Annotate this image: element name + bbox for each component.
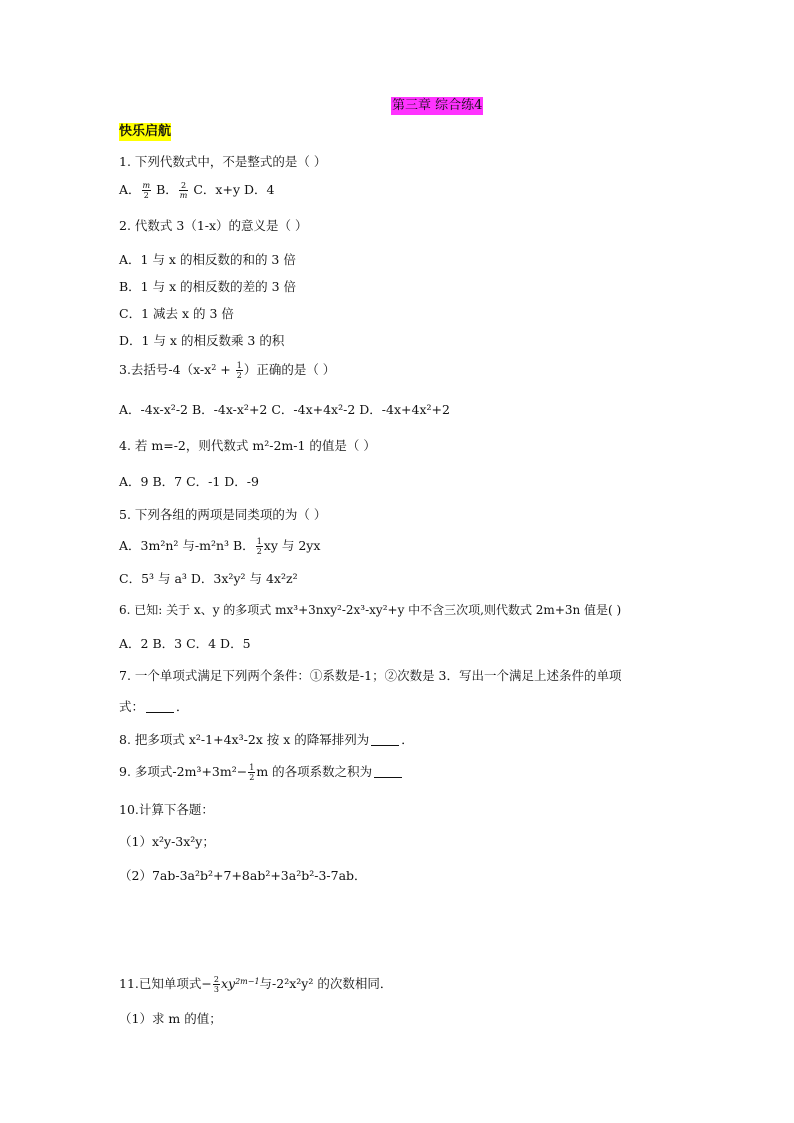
question-3-stem: 3.去括号$-4(x-x^2$ + $\frac{1}{2}$ ）正确的是（ ）: [119, 361, 336, 380]
answer-blank[interactable]: [374, 777, 402, 778]
question-2-option-d: D．1 与 x 的相反数乘 3 的积: [119, 333, 285, 348]
page-title: 第三章 综合练4: [392, 98, 483, 113]
section-heading: 快乐启航: [119, 124, 172, 139]
question-4-stem: 4. 若 m=-2，则代数式 m²-2m-1 的值是（ ）: [119, 438, 376, 453]
question-10-stem: 10.计算下各题：: [119, 802, 214, 817]
answer-blank[interactable]: [371, 745, 399, 746]
answer-blank[interactable]: [146, 712, 174, 713]
question-6-options: A．2 B．3 C．4 D．5: [119, 636, 251, 651]
question-2-option-b: B．1 与 x 的相反数的差的 3 倍: [119, 279, 297, 294]
question-10-part-2: （2）7ab-3a²b²+7+8ab²+3a²b²-3-7ab．: [119, 868, 367, 883]
question-5-stem: 5. 下列各组的两项是同类项的为（ ）: [119, 507, 327, 522]
question-7-line-2: 式： ．: [119, 699, 189, 714]
question-2-stem: 2. 代数式 3（1-x）的意义是（ ）: [119, 218, 308, 233]
question-9: 9. 多项式-2m³+3m²− $\frac{1}{2}$ m 的各项系数之积为: [119, 762, 404, 782]
question-1-options: A． $\frac{m}{2}$ B． $\frac{2}{m}$ C．x+y D．4: [119, 181, 275, 200]
question-4-options: A．9 B．7 C．-1 D．-9: [119, 474, 259, 489]
question-2-option-c: C．1 减去 x 的 3 倍: [119, 306, 234, 321]
fraction-1-over-2: $\frac{1}{2}$: [249, 763, 255, 782]
question-5-options-row-2: C．5³ 与 a³ D．3x²y² 与 4x²z²: [119, 571, 298, 586]
question-10-part-1: （1）x²y-3x²y；: [119, 834, 215, 849]
question-6-stem: 6. 已知: 关于 x、y 的多项式 mx³+3nxy²-2x³-xy²+y 中不含三次项,则代数式 2m+3n 值是( ): [119, 603, 622, 617]
question-7-line-1: 7. 一个单项式满足下列两个条件：①系数是-1；②次数是 3．写出一个满足上述条件的单项: [119, 668, 622, 683]
fraction-2-over-m: $\frac{2}{m}$: [179, 181, 188, 200]
question-5-options-row-1: A．3m²n² 与-m²n³ B． $\frac{1}{2}$ xy 与 2yx: [119, 537, 321, 556]
question-8: 8. 把多项式 x²-1+4x³-2x 按 x 的降幂排列为 ．: [119, 732, 414, 747]
question-3-options: A．-4x-x²-2 B．-4x-x²+2 C．-4x+4x²-2 D．-4x+4x²+2: [119, 402, 450, 417]
question-11-stem: 11.已知单项式− $\frac{2}{3}$ $xy^{2m-1}$与-2²x²y² 的次数相同．: [119, 975, 393, 994]
question-1-stem: 1. 下列代数式中，不是整式的是（ ）: [119, 154, 327, 169]
question-2-option-a: A．1 与 x 的相反数的和的 3 倍: [119, 252, 296, 267]
fraction-1-over-2: $\frac{1}{2}$: [236, 361, 242, 380]
question-11-part-1: （1）求 m 的值；: [119, 1011, 222, 1026]
fraction-2-over-3: $\frac{2}{3}$: [213, 975, 219, 994]
fraction-1-over-2: $\frac{1}{2}$: [256, 537, 262, 556]
fraction-m-over-2: $\frac{m}{2}$: [142, 181, 151, 200]
